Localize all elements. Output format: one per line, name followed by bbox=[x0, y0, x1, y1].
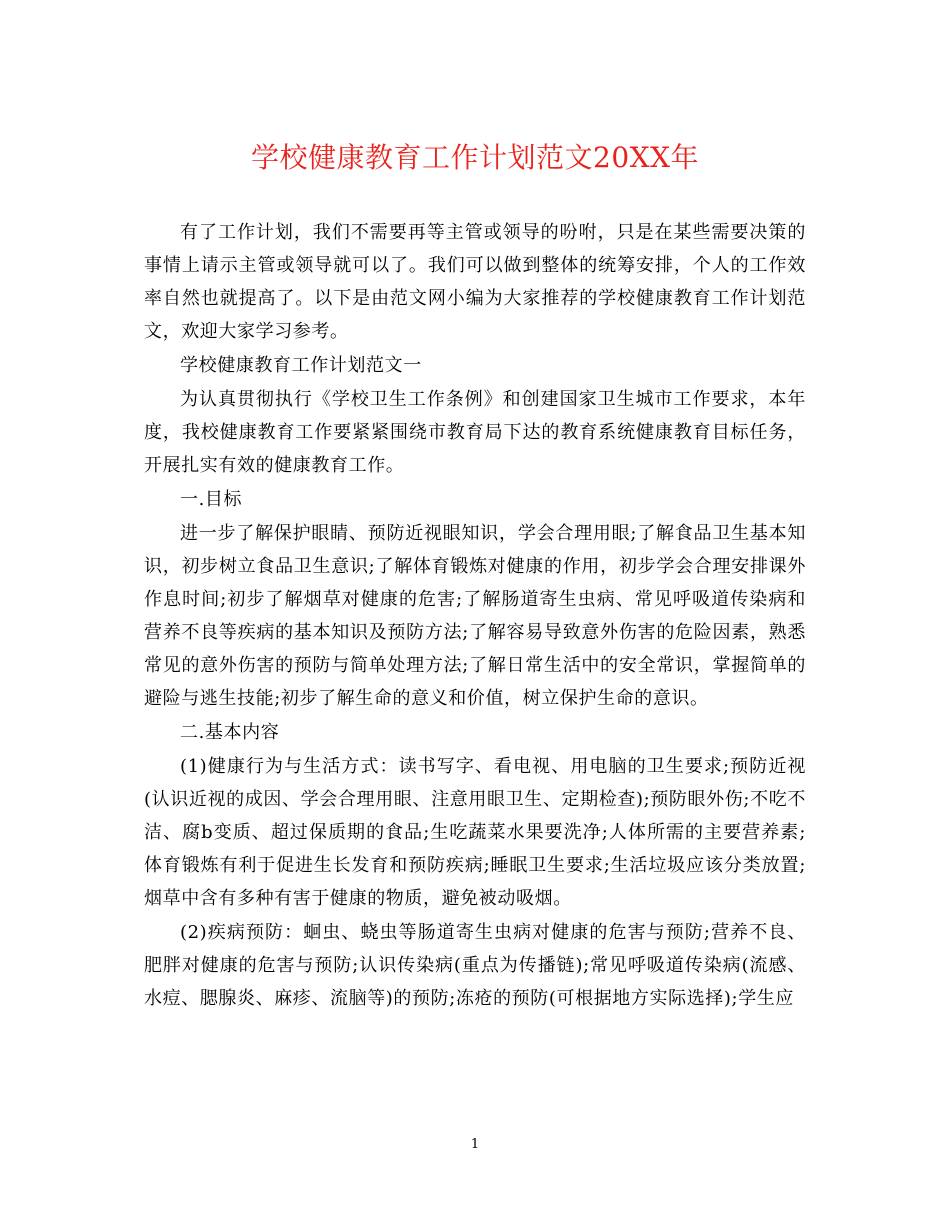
intro-paragraph: 有了工作计划，我们不需要再等主管或领导的吩咐，只是在某些需要决策的事情上请示主管或领导就可以了。我们可以做到整体的统筹安排，个人的工作效率自然也就提高了。以下是由范文网小编为大家推荐的学校健康教育工作计划范文，欢迎大家学习参考。 bbox=[144, 222, 806, 342]
page-number: 1 bbox=[470, 1137, 480, 1152]
section-heading-basic-content: 二.基本内容 bbox=[180, 722, 280, 743]
health-behavior-paragraph: (1)健康行为与生活方式：读书写字、看电视、用电脑的卫生要求;预防近视(认识近视的成因、学会合理用眼、注意用眼卫生、定期检查);预防眼外伤;不吃不洁、腐b变质、超过保质期的食品;生吃蔬菜水果要洗净;人体所需的主要营养素;体育锻炼有利于促进生长发育和预防疾病;睡眠卫生要求;生活垃圾应该分类放置;烟草中含有多种有害于健康的物质，避免被动吸烟。 bbox=[144, 756, 806, 909]
document-body bbox=[144, 216, 806, 1015]
section-heading-plan-one: 学校健康教育工作计划范文一 bbox=[180, 355, 422, 376]
disease-prevention-paragraph: (2)疾病预防：蛔虫、蛲虫等肠道寄生虫病对健康的危害与预防;营养不良、肥胖对健康的危害与预防;认识传染病(重点为传播链);常见呼吸道传染病(流感、水痘、腮腺炎、麻疹、流脑等)的预防;冻疮的预防(可根据地方实际选择);学生应 bbox=[144, 922, 806, 1009]
document-title: 学校健康教育工作计划范文20XX年 bbox=[251, 141, 699, 174]
section-heading-goals: 一.目标 bbox=[180, 489, 243, 510]
goals-paragraph: 进一步了解保护眼睛、预防近视眼知识，学会合理用眼;了解食品卫生基本知识，初步树立食品卫生意识;了解体育锻炼对健康的作用，初步学会合理安排课外作息时间;初步了解烟草对健康的危害;了解肠道寄生虫病、常见呼吸道传染病和营养不良等疾病的基本知识及预防方法;了解容易导致意外伤害的危险因素，熟悉常见的意外伤害的预防与简单处理方法;了解日常生活中的安全常识，掌握简单的避险与逃生技能;初步了解生命的意义和价值，树立保护生命的意识。 bbox=[144, 523, 806, 709]
plan-one-paragraph: 为认真贯彻执行《学校卫生工作条例》和创建国家卫生城市工作要求，本年度，我校健康教育工作要紧紧围绕市教育局下达的教育系统健康教育目标任务，开展扎实有效的健康教育工作。 bbox=[144, 389, 806, 476]
